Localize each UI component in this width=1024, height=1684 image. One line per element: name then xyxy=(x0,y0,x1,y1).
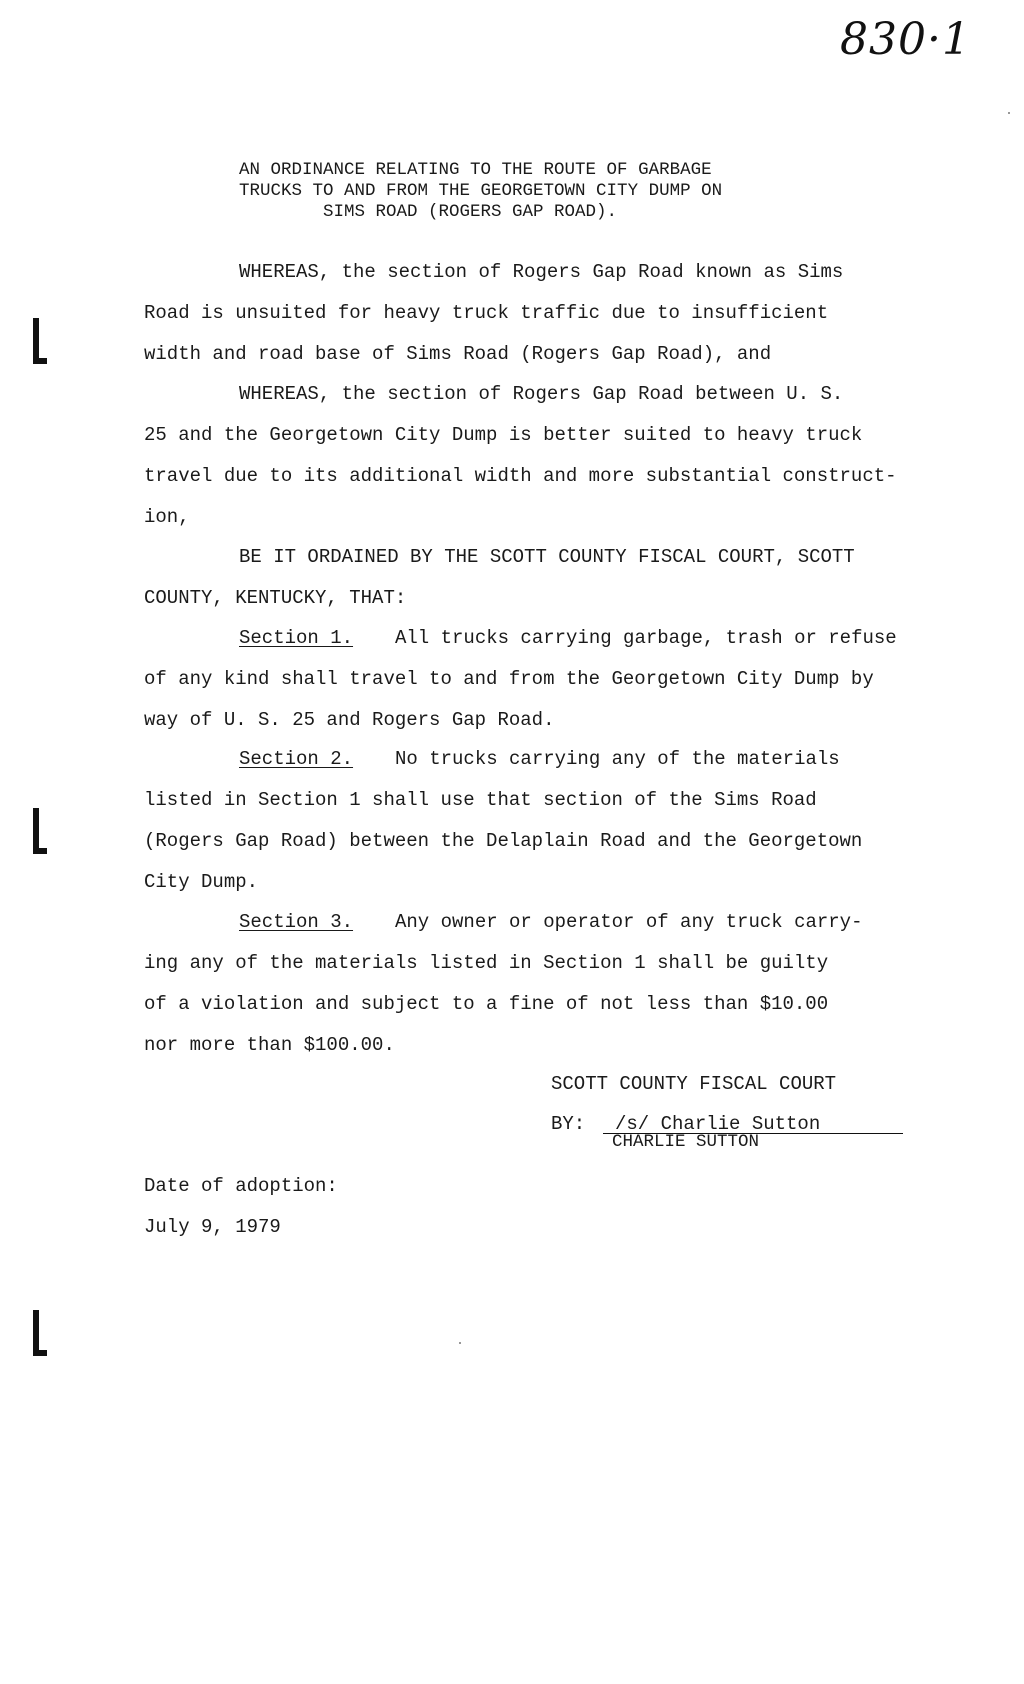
section-1-heading: Section 1. xyxy=(239,627,354,649)
section-2-heading: Section 2. xyxy=(239,748,354,770)
whereas-line: WHEREAS, the section of Rogers Gap Road known as Sims xyxy=(239,261,844,283)
margin-bracket-mark xyxy=(33,1310,47,1356)
signature-by-label: BY: xyxy=(551,1113,586,1135)
signature-court-name: SCOTT COUNTY FISCAL COURT xyxy=(551,1073,837,1095)
section-3-line: ing any of the materials listed in Section 1 shall be guilty xyxy=(144,952,829,974)
adoption-label: Date of adoption: xyxy=(144,1175,338,1197)
margin-bracket-mark xyxy=(33,318,47,364)
title-line: TRUCKS TO AND FROM THE GEORGETOWN CITY DUMP ON xyxy=(239,181,723,201)
section-1-line: way of U. S. 25 and Rogers Gap Road. xyxy=(144,709,555,731)
section-2-line: No trucks carrying any of the materials xyxy=(395,748,840,770)
whereas-line: 25 and the Georgetown City Dump is better suited to heavy truck xyxy=(144,424,863,446)
whereas-line: ion, xyxy=(144,506,190,528)
section-3-line: of a violation and subject to a fine of not less than $10.00 xyxy=(144,993,829,1015)
section-1-line: of any kind shall travel to and from the Georgetown City Dump by xyxy=(144,668,874,690)
title-line: SIMS ROAD (ROGERS GAP ROAD). xyxy=(323,202,618,222)
section-2-line: listed in Section 1 shall use that section of the Sims Road xyxy=(144,789,817,811)
scan-speck xyxy=(459,1342,461,1344)
whereas-line: WHEREAS, the section of Rogers Gap Road between U. S. xyxy=(239,383,844,405)
adoption-date: July 9, 1979 xyxy=(144,1216,281,1238)
title-line: AN ORDINANCE RELATING TO THE ROUTE OF GARBAGE xyxy=(239,160,712,180)
whereas-line: travel due to its additional width and more substantial construct- xyxy=(144,465,897,487)
ordained-line: COUNTY, KENTUCKY, THAT: xyxy=(144,587,407,609)
signature-signed-name: /s/ Charlie Sutton xyxy=(615,1113,821,1135)
margin-bracket-mark xyxy=(33,808,47,854)
section-1-line: All trucks carrying garbage, trash or refuse xyxy=(395,627,897,649)
whereas-line: Road is unsuited for heavy truck traffic due to insufficient xyxy=(144,302,829,324)
signature-printed-name: CHARLIE SUTTON xyxy=(612,1132,760,1152)
section-3-heading: Section 3. xyxy=(239,911,354,933)
handwritten-page-number: 830·1 xyxy=(840,14,971,65)
whereas-line: width and road base of Sims Road (Rogers Gap Road), and xyxy=(144,343,772,365)
section-3-line: Any owner or operator of any truck carry- xyxy=(395,911,863,933)
ordained-line: BE IT ORDAINED BY THE SCOTT COUNTY FISCAL COURT, SCOTT xyxy=(239,546,855,568)
section-2-line: City Dump. xyxy=(144,871,259,893)
section-3-line: nor more than $100.00. xyxy=(144,1034,395,1056)
section-2-line: (Rogers Gap Road) between the Delaplain Road and the Georgetown xyxy=(144,830,863,852)
scan-speck xyxy=(1008,112,1010,114)
